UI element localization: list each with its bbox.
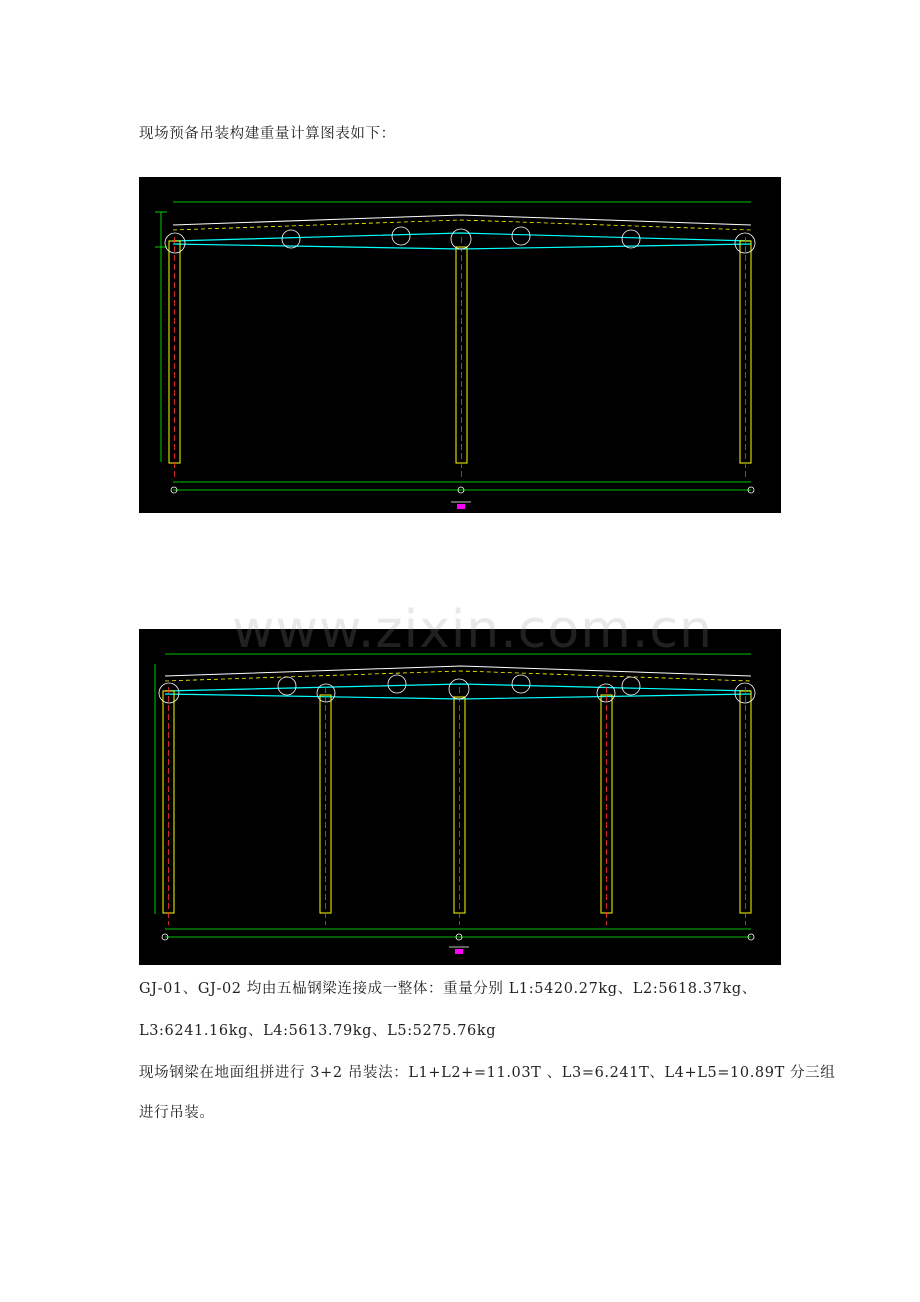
watermark: www.zixin.com.cn xyxy=(232,600,713,660)
frame-drawing-svg-1 xyxy=(139,177,781,513)
body-line-4: 进行吊装。 xyxy=(139,1105,215,1121)
frame-drawing-svg-2 xyxy=(139,629,781,965)
frame-drawing-gj01 xyxy=(139,177,781,513)
body-line-3: 现场钢梁在地面组拼进行 3+2 吊装法：L1+L2+=11.03T 、L3=6.241T、L4+L5=10.89T 分三组 xyxy=(139,1065,836,1081)
body-line-2: L3:6241.16kg、L4:5613.79kg、L5:5275.76kg xyxy=(139,1023,497,1039)
frame-drawing-gj02 xyxy=(139,629,781,965)
body-line-1: GJ-01、GJ-02 均由五榀钢梁连接成一整体：重量分别 L1:5420.27kg、L2:5618.37kg、 xyxy=(139,981,757,997)
intro-text: 现场预备吊装构建重量计算图表如下： xyxy=(139,126,396,142)
